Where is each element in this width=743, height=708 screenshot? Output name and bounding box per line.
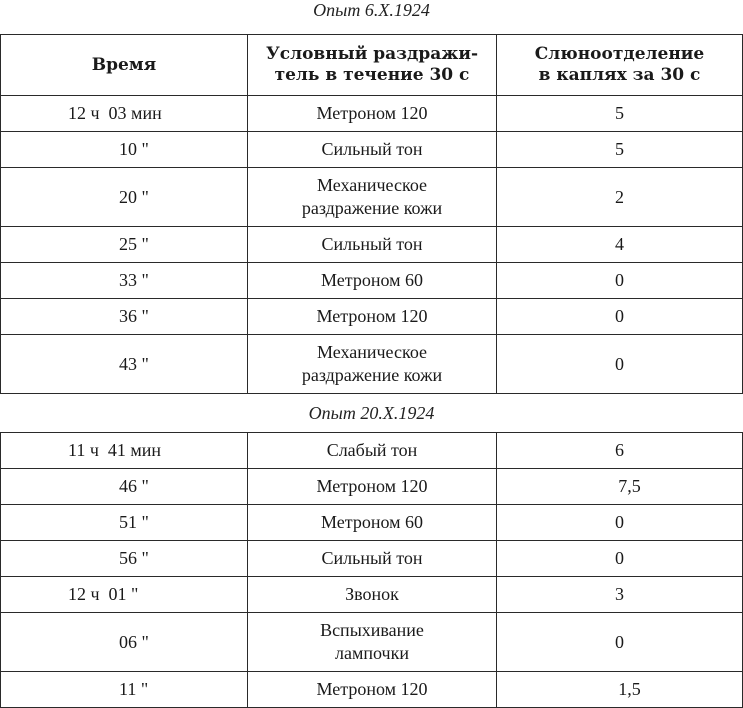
table-row <box>1 263 743 299</box>
table-row <box>1 335 743 394</box>
time-cell: 46 " <box>1 469 248 505</box>
table-row <box>1 672 743 708</box>
time-cell: 06 " <box>1 613 248 672</box>
header-time: Время <box>1 35 248 96</box>
time-cell: 36 " <box>1 299 248 335</box>
drops-cell: 6 <box>497 433 743 469</box>
time-cell: 33 " <box>1 263 248 299</box>
table-row <box>1 227 743 263</box>
header-salivation: Слюноотделение в каплях за 30 с <box>497 35 743 96</box>
stimulus-cell: Механическое раздражение кожи <box>248 335 497 394</box>
drops-cell: 0 <box>497 541 743 577</box>
time-cell: 11 ч 41 мин <box>1 433 248 469</box>
experiment-1-table <box>0 34 743 394</box>
stimulus-cell: Метроном 120 <box>248 469 497 505</box>
stimulus-cell: Метроном 120 <box>248 96 497 132</box>
stimulus-cell: Метроном 120 <box>248 299 497 335</box>
stimulus-cell: Сильный тон <box>248 227 497 263</box>
stimulus-cell: Сильный тон <box>248 541 497 577</box>
stimulus-cell: Метроном 60 <box>248 263 497 299</box>
drops-cell: 7,5 <box>497 469 743 505</box>
time-cell: 43 " <box>1 335 248 394</box>
drops-cell: 4 <box>497 227 743 263</box>
stimulus-cell: Метроном 60 <box>248 505 497 541</box>
time-cell: 56 " <box>1 541 248 577</box>
header-stimulus: Условный раздражи- тель в течение 30 с <box>248 35 497 96</box>
drops-cell: 0 <box>497 263 743 299</box>
drops-cell: 0 <box>497 613 743 672</box>
table-row <box>1 505 743 541</box>
drops-cell: 1,5 <box>497 672 743 708</box>
table-row <box>1 168 743 227</box>
time-cell: 25 " <box>1 227 248 263</box>
drops-cell: 3 <box>497 577 743 613</box>
stimulus-cell: Сильный тон <box>248 132 497 168</box>
table-row <box>1 299 743 335</box>
table-row <box>1 541 743 577</box>
time-cell: 20 " <box>1 168 248 227</box>
table-row <box>1 577 743 613</box>
time-cell: 12 ч 03 мин <box>1 96 248 132</box>
drops-cell: 5 <box>497 96 743 132</box>
stimulus-cell: Слабый тон <box>248 433 497 469</box>
time-cell: 12 ч 01 " <box>1 577 248 613</box>
drops-cell: 0 <box>497 505 743 541</box>
table-row <box>1 96 743 132</box>
table-row <box>1 613 743 672</box>
stimulus-cell: Звонок <box>248 577 497 613</box>
table-row <box>1 132 743 168</box>
stimulus-cell: Механическое раздражение кожи <box>248 168 497 227</box>
drops-cell: 5 <box>497 132 743 168</box>
table-row <box>1 433 743 469</box>
header-row <box>1 35 743 96</box>
time-cell: 51 " <box>1 505 248 541</box>
drops-cell: 0 <box>497 299 743 335</box>
table-row <box>1 469 743 505</box>
experiment-1-caption: Опыт 6.X.1924 <box>313 0 430 20</box>
stimulus-cell: Вспыхивание лампочки <box>248 613 497 672</box>
experiment-2-table <box>0 432 743 708</box>
experiment-2-caption: Опыт 20.X.1924 <box>308 403 435 423</box>
drops-cell: 0 <box>497 335 743 394</box>
time-cell: 10 " <box>1 132 248 168</box>
stimulus-cell: Метроном 120 <box>248 672 497 708</box>
drops-cell: 2 <box>497 168 743 227</box>
time-cell: 11 " <box>1 672 248 708</box>
